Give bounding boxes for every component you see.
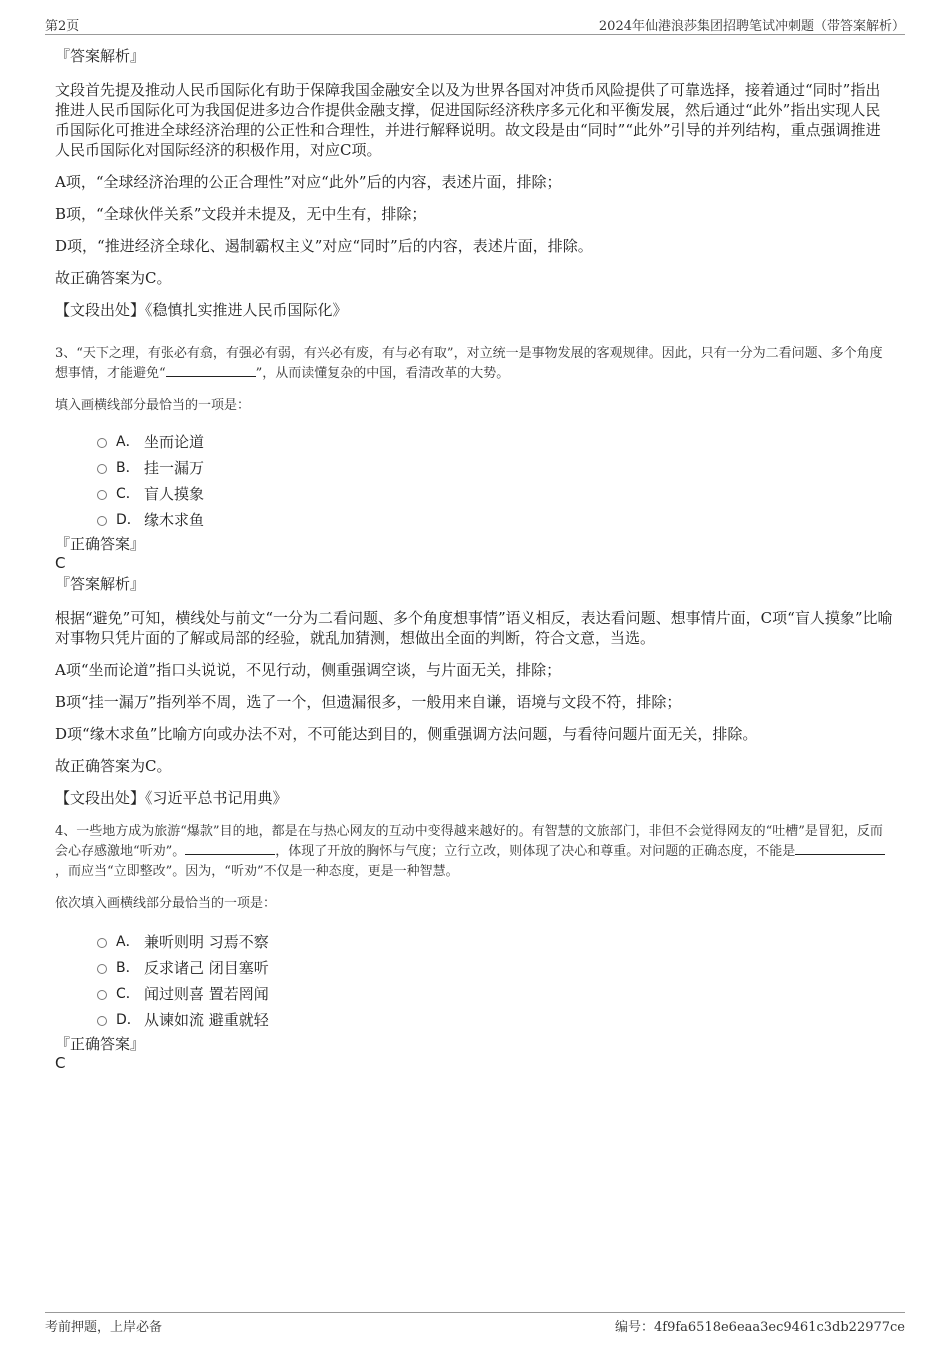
footer-slogan: 考前押题，上岸必备 bbox=[45, 1320, 163, 1335]
radio-icon[interactable] bbox=[97, 516, 107, 526]
document-id: 编号：4f9fa6518e6eaa3ec9461c3db22977ce bbox=[614, 1320, 905, 1335]
radio-icon[interactable] bbox=[97, 490, 107, 500]
fill-blank bbox=[166, 364, 256, 377]
question-stem bbox=[55, 822, 895, 882]
radio-icon[interactable] bbox=[97, 964, 107, 974]
page-number: 第2页 bbox=[45, 19, 80, 34]
passage-source: 【文段出处】《习近平总书记用典》 bbox=[55, 789, 288, 807]
document-title: 2024年仙港浪莎集团招聘笔试冲刺题（带答案解析） bbox=[598, 19, 905, 34]
option-d[interactable]: D． 从谏如流 避重就轻 bbox=[55, 1006, 895, 1032]
radio-icon[interactable] bbox=[97, 464, 107, 474]
question-prompt: 填入画横线部分最恰当的一项是： bbox=[55, 398, 251, 413]
correct-answer: C bbox=[55, 554, 66, 572]
analysis-conclusion: 故正确答案为C。 bbox=[55, 757, 172, 775]
analysis-option-b: B项“挂一漏万”指列举不周，选了一个，但遗漏很多，一般用来自谦，语境与文段不符，排除； bbox=[55, 693, 682, 711]
analysis-paragraph: 根据“避免”可知，横线处与前文“一分为二看问题、多个角度想事情”语义相反，表达看问题、想事情片面，C项“盲人摸象”比喻对事物只凭片面的了解或局部的经验，就乱加猜测，想做出全面的判断，符合文意，当选。 bbox=[55, 609, 893, 647]
option-b[interactable]: B． 挂一漏万 bbox=[55, 454, 895, 480]
page-footer bbox=[45, 1312, 905, 1337]
analysis-label: 『答案解析』 bbox=[55, 47, 146, 65]
option-list bbox=[55, 928, 895, 1032]
question-stem-part: ，而应当“立即整改”。因为，“听劝”不仅是一种态度，更是一种智慧。 bbox=[55, 864, 459, 879]
analysis-conclusion: 故正确答案为C。 bbox=[55, 269, 172, 287]
passage-source: 【文段出处】《稳慎扎实推进人民币国际化》 bbox=[55, 301, 348, 319]
page-header bbox=[45, 12, 905, 35]
option-b[interactable]: B． 反求诸己 闭目塞听 bbox=[55, 954, 895, 980]
question-stem-part: ，体现了开放的胸怀与气度；立行立改，则体现了决心和尊重。对问题的正确态度，不能是 bbox=[275, 844, 796, 859]
analysis-paragraph: 文段首先提及推动人民币国际化有助于保障我国金融安全以及为世界各国对冲货币风险提供了可靠选择，接着通过“同时”指出推进人民币国际化可为我国促进多边合作提供金融支撑，促进国际经济秩序多元化和平衡发展，然后通过“此外”指出实现人民币国际化可推进全球经济治理的公正性和合理性，并进行解释说明。故文段是由“同时”“此外”引导的并列结构，重点强调推进人民币国际化对国际经济的积极作用，对应C项。 bbox=[55, 81, 881, 159]
question-prompt: 依次填入画横线部分最恰当的一项是： bbox=[55, 896, 277, 911]
radio-icon[interactable] bbox=[97, 1016, 107, 1026]
option-c[interactable]: C． 闻过则喜 置若罔闻 bbox=[55, 980, 895, 1006]
radio-icon[interactable] bbox=[97, 990, 107, 1000]
page-content bbox=[55, 46, 895, 1072]
option-a[interactable]: A． 兼听则明 习焉不察 bbox=[55, 928, 895, 954]
question-stem-part: 4、一些地方成为旅游“爆款”目的地，都是在与热心网友的互动中变得越来越好的。有智慧的文旅部门，非但不会觉得网友的“吐槽”是冒犯，反而会心存感激地“听劝”。 bbox=[55, 824, 883, 859]
radio-icon[interactable] bbox=[97, 438, 107, 448]
option-list bbox=[55, 428, 895, 532]
option-a[interactable]: A． 坐而论道 bbox=[55, 428, 895, 454]
question-stem bbox=[55, 344, 895, 384]
analysis-option-d: D项“缘木求鱼”比喻方向或办法不对，不可能达到目的，侧重强调方法问题，与看待问题片面无关，排除。 bbox=[55, 725, 758, 743]
analysis-option-a: A项，“全球经济治理的公正合理性”对应“此外”后的内容，表述片面，排除； bbox=[55, 173, 562, 191]
fill-blank bbox=[185, 842, 275, 855]
analysis-label: 『答案解析』 bbox=[55, 575, 146, 593]
question-stem-part: 3、“天下之理，有张必有翕，有强必有弱，有兴必有废，有与必有取”，对立统一是事物发展的客观规律。因此，只有一分为二看问题、多个角度想事情，才能避免“ bbox=[55, 346, 883, 381]
option-c[interactable]: C． 盲人摸象 bbox=[55, 480, 895, 506]
correct-answer: C bbox=[55, 1054, 66, 1072]
question-stem-part: ”，从而读懂复杂的中国，看清改革的大势。 bbox=[255, 366, 510, 381]
analysis-option-b: B项，“全球伙伴关系”文段并未提及，无中生有，排除； bbox=[55, 205, 427, 223]
correct-answer-label: 『正确答案』 bbox=[55, 535, 146, 553]
analysis-option-a: A项“坐而论道”指口头说说，不见行动，侧重强调空谈，与片面无关，排除； bbox=[55, 661, 562, 679]
analysis-option-d: D项，“推进经济全球化、遏制霸权主义”对应“同时”后的内容，表述片面，排除。 bbox=[55, 237, 593, 255]
fill-blank bbox=[795, 842, 885, 855]
correct-answer-label: 『正确答案』 bbox=[55, 1035, 146, 1053]
option-d[interactable]: D． 缘木求鱼 bbox=[55, 506, 895, 532]
radio-icon[interactable] bbox=[97, 938, 107, 948]
